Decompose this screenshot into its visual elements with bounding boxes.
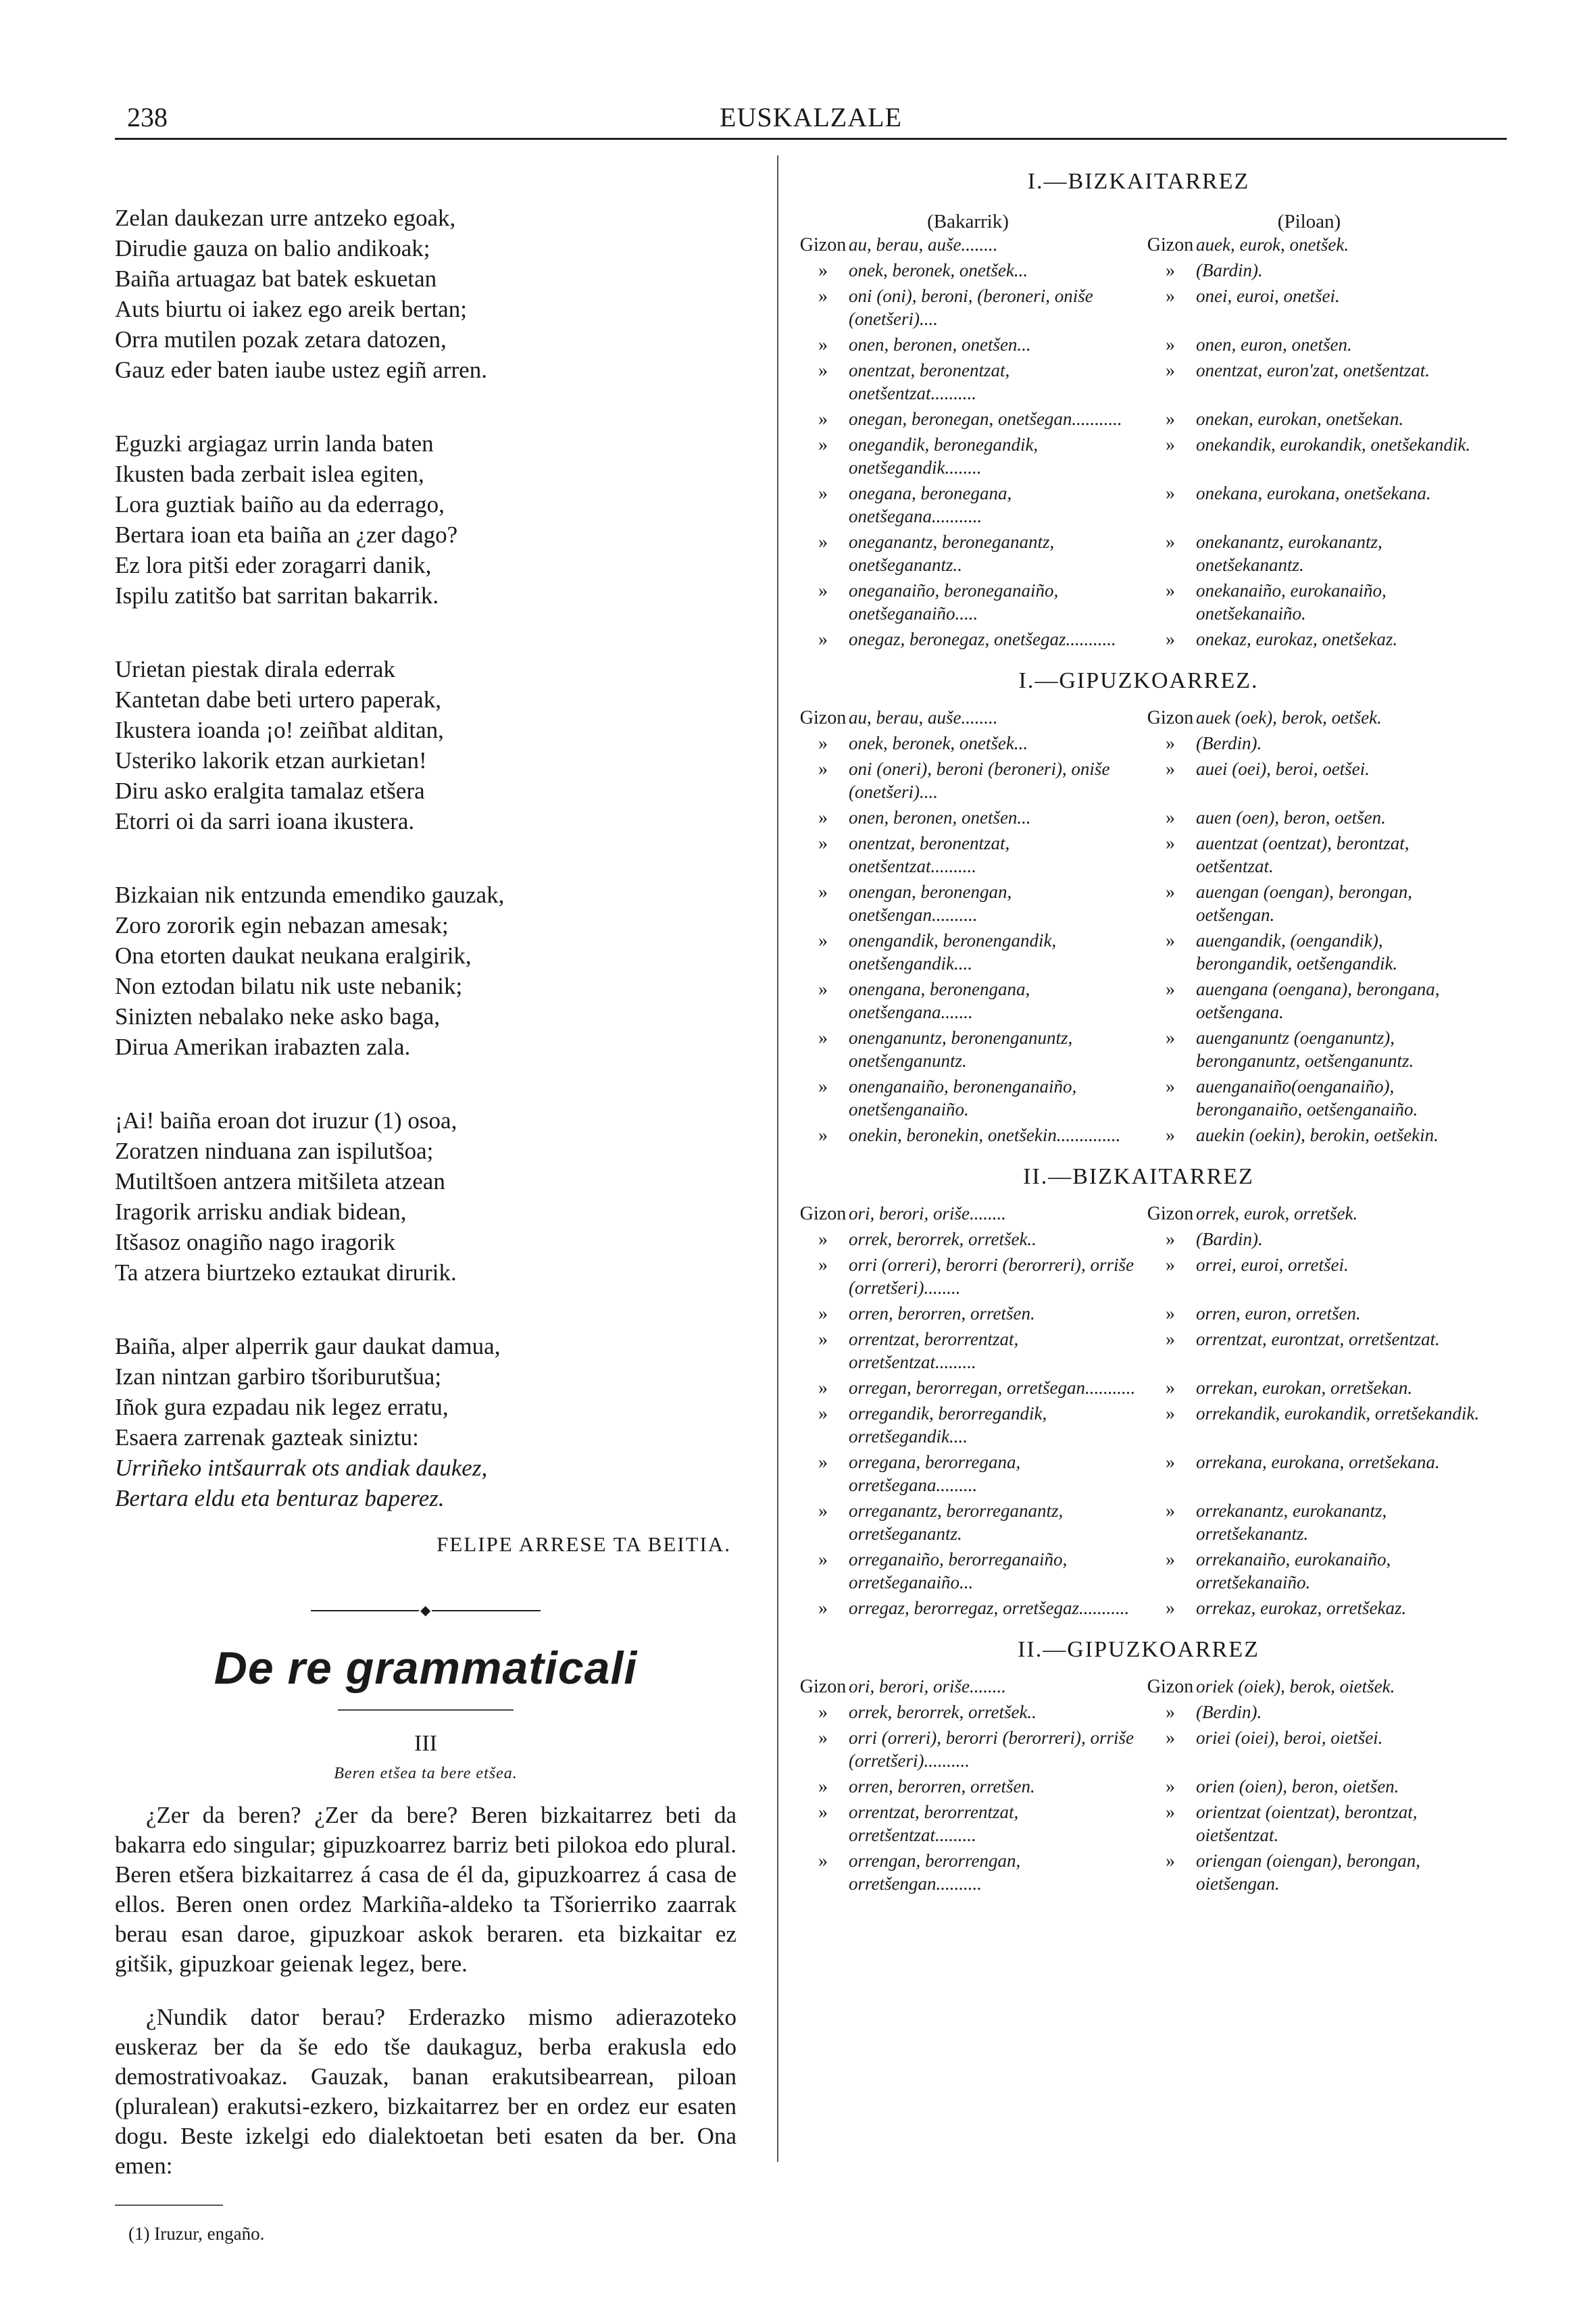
- poem-line: Dirudie gauza on balio andikoak;: [115, 235, 430, 261]
- title-rule: [338, 1709, 514, 1711]
- plural-forms: orrekanaiño, eurokanaiño, orretšekanaiño.: [1196, 1549, 1391, 1592]
- row-label-singular: »: [818, 483, 828, 504]
- row-label-plural: »: [1166, 1452, 1175, 1473]
- paradigm-row: [797, 259, 1487, 284]
- paradigm-row: [797, 1596, 1487, 1622]
- singular-forms: onegana, beronegana, onetšegana...........: [849, 483, 1012, 526]
- poem-line: Orra mutilen pozak zetara datozen,: [115, 326, 447, 353]
- poem-line: Bizkaian nik entzunda emendiko gauzak,: [115, 882, 505, 908]
- plural-forms: onei, euroi, onetšei.: [1196, 286, 1340, 306]
- paradigm-row: [797, 1675, 1487, 1701]
- singular-forms: orrek, berorrek, orretšek..: [849, 1229, 1037, 1249]
- singular-forms: oni (oni), beroni, (beroneri, oniše (onetšeri)....: [849, 286, 1093, 329]
- row-label-plural: »: [1166, 1303, 1175, 1324]
- paradigm-row: [797, 1253, 1487, 1302]
- singular-forms: onegaz, beronegaz, onetšegaz...........: [849, 629, 1116, 649]
- row-label-singular: »: [818, 833, 828, 854]
- plural-forms: auenganaiño(oenganaiño), beronganaiño, oetšenganaiño.: [1196, 1076, 1418, 1120]
- row-label-singular: »: [818, 1403, 828, 1424]
- poem-line: Baiña, alper alperrik gaur daukat damua,: [115, 1333, 501, 1359]
- row-label-singular: Gizon: [799, 234, 847, 255]
- paradigm-row: [797, 284, 1487, 333]
- paradigm-row: [797, 1402, 1487, 1451]
- singular-forms: onengan, beronengan, onetšengan..........: [849, 882, 1012, 925]
- poem-line: Ta atzera biurtzeko eztaukat dirurik.: [115, 1259, 457, 1286]
- singular-forms: orregandik, berorregandik, orretšegandik....: [849, 1403, 1047, 1447]
- singular-forms: onen, beronen, onetšen...: [849, 807, 1031, 828]
- singular-forms: onentzat, beronentzat, onetšentzat..........: [849, 360, 1010, 403]
- row-label-singular: »: [818, 1598, 828, 1619]
- poem-italic-line: Bertara eldu eta benturaz baperez.: [115, 1485, 445, 1511]
- singular-forms: onengandik, beronengandik, onetšengandik....: [849, 930, 1057, 974]
- singular-forms: oni (oneri), beroni (beroneri), oniše (onetšeri)....: [849, 759, 1110, 802]
- plural-forms: auenganuntz (oenganuntz), beronganuntz, oetšenganuntz.: [1196, 1028, 1414, 1071]
- poem-stanza: [115, 880, 737, 1062]
- paradigm-row: [797, 1075, 1487, 1124]
- paradigm-row: [797, 359, 1487, 407]
- row-label-singular: Gizon: [799, 707, 847, 728]
- row-label-plural: »: [1166, 1229, 1175, 1250]
- row-label-singular: »: [818, 1329, 828, 1350]
- row-label-plural: »: [1166, 1076, 1175, 1097]
- paradigm-heading: II.—BIZKAITARREZ: [1023, 1164, 1254, 1189]
- singular-forms: onegandik, beronegandik, onetšegandik........: [849, 434, 1039, 478]
- singular-forms: orrek, berorrek, orretšek..: [849, 1702, 1037, 1722]
- paradigm-row: [797, 757, 1487, 806]
- paradigm-row: [797, 1849, 1487, 1898]
- row-label-plural: »: [1166, 733, 1175, 754]
- row-label-singular: »: [818, 1125, 828, 1146]
- row-label-singular: »: [818, 1303, 828, 1324]
- poem-line: Auts biurtu oi iakez ego areik bertan;: [115, 296, 467, 322]
- singular-forms: ori, berori, oriše........: [849, 1203, 1007, 1224]
- paradigm-row: [797, 1026, 1487, 1075]
- poem-line: Urietan piestak dirala ederrak: [115, 656, 395, 682]
- poem-line: Izan nintzan garbiro tšoriburutšua;: [115, 1363, 442, 1390]
- singular-forms: onengana, beronengana, onetšengana.......: [849, 979, 1030, 1022]
- row-label-singular: »: [818, 930, 828, 951]
- paradigm-row: [797, 1801, 1487, 1849]
- row-label-plural: »: [1166, 483, 1175, 504]
- poem-line: Zelan daukezan urre antzeko egoak,: [115, 205, 456, 231]
- poem-line: Mutiltšoen antzera mitšileta atzean: [115, 1168, 445, 1194]
- row-label-singular: »: [818, 807, 828, 828]
- footnote: (1) Iruzur, engaño.: [128, 2223, 265, 2244]
- poem: [115, 203, 737, 1453]
- singular-forms: ori, berori, oriše........: [849, 1676, 1007, 1696]
- plural-forms: orientzat (oientzat), berontzat, oietšentzat.: [1196, 1802, 1418, 1845]
- paradigm-table: [797, 706, 1487, 1149]
- plural-forms: auekin (oekin), berokin, oetšekin.: [1196, 1125, 1439, 1145]
- row-label-singular: »: [818, 409, 828, 430]
- paradigm-row: [797, 1451, 1487, 1499]
- singular-forms: orreganaiño, berorreganaiño, orretšeganaiño...: [849, 1549, 1068, 1592]
- section-number: III: [414, 1731, 437, 1756]
- paradigm-row: [797, 732, 1487, 757]
- plural-forms: onekaz, eurokaz, onetšekaz.: [1196, 629, 1398, 649]
- poem-line: Eguzki argiagaz urrin landa baten: [115, 430, 434, 457]
- paradigm-table: [797, 1202, 1487, 1622]
- article-title: De re grammaticali: [214, 1642, 638, 1694]
- singular-forms: orrentzat, berorrentzat, orretšentzat.........: [849, 1329, 1019, 1372]
- row-label-plural: »: [1166, 629, 1175, 650]
- poem-line: Ikusten bada zerbait islea egiten,: [115, 461, 424, 487]
- row-label-singular: Gizon: [799, 1203, 847, 1224]
- singular-heading: (Bakarrik): [927, 211, 1009, 232]
- poem-line: Non eztodan bilatu nik uste nebanik;: [115, 973, 463, 999]
- row-label-singular: »: [818, 580, 828, 601]
- row-label-singular: »: [818, 1702, 828, 1723]
- plural-forms: (Berdin).: [1196, 1702, 1262, 1722]
- plural-forms: auentzat (oentzat), berontzat, oetšentzat.: [1196, 833, 1410, 876]
- plural-forms: auek, eurok, onetšek.: [1196, 234, 1349, 255]
- article-paragraph: ¿Zer da beren? ¿Zer da bere? Beren bizkaitarrez beti da bakarra edo singular; gipuzkoarrez barriz beti pilokoa edo plural. Beren etšera bizkaitarrez á casa de él da, gipuzkoarrez á casa de ellos. Beren onen ordez Markiña-aldeko ta Tšorierriko zaarrak berau esan daroe, gipuzkoar askok beraren. eta bizkaitar ez gitšik, gipuzkoar geienak legez, bere.: [115, 1802, 737, 1977]
- plural-forms: auen (oen), beron, oetšen.: [1196, 807, 1386, 828]
- row-label-plural: »: [1166, 1329, 1175, 1350]
- left-column: [115, 203, 737, 2244]
- plural-forms: auei (oei), beroi, oetšei.: [1196, 759, 1370, 779]
- plural-forms: orrek, eurok, orretšek.: [1196, 1203, 1358, 1224]
- plural-forms: onentzat, euron'zat, onetšentzat.: [1196, 360, 1430, 380]
- poem-line: Zoro zororik egin nebazan amesak;: [115, 912, 449, 938]
- column-headings: [797, 211, 1480, 233]
- poem-line: Lora guztiak baiño au da ederrago,: [115, 491, 445, 518]
- paradigm-row: [797, 579, 1487, 628]
- poem-line: Gauz eder baten iaube ustez egiñ arren.: [115, 357, 487, 383]
- row-label-plural: »: [1166, 1255, 1175, 1276]
- row-label-plural: »: [1166, 1125, 1175, 1146]
- row-label-plural: Gizon: [1147, 707, 1194, 728]
- poem-line: Ez lora pitši eder zoragarri danik,: [115, 552, 432, 578]
- poem-line: ¡Ai! baiña eroan dot iruzur (1) osoa,: [115, 1107, 457, 1134]
- singular-forms: orren, berorren, orretšen.: [849, 1303, 1035, 1324]
- singular-forms: au, berau, auše........: [849, 707, 998, 728]
- singular-forms: orregan, berorregan, orretšegan...........: [849, 1378, 1136, 1398]
- row-label-singular: »: [818, 532, 828, 553]
- poem-line: Ikustera ioanda ¡o! zeiñbat alditan,: [115, 717, 444, 743]
- singular-forms: onek, beronek, onetšek...: [849, 260, 1028, 280]
- row-label-singular: »: [818, 1776, 828, 1797]
- row-label-singular: »: [818, 1452, 828, 1473]
- singular-forms: orrentzat, berorrentzat, orretšentzat.........: [849, 1802, 1019, 1845]
- paradigm-row: [797, 978, 1487, 1026]
- poem-line: Baiña artuagaz bat batek eskuetan: [115, 266, 437, 292]
- section-ornament: ◆: [311, 1604, 541, 1617]
- poem-line: Dirua Amerikan irabazten zala.: [115, 1034, 411, 1060]
- singular-forms: onen, beronen, onetšen...: [849, 334, 1031, 355]
- singular-forms: orregana, berorregana, orretšegana.........: [849, 1452, 1021, 1495]
- row-label-plural: »: [1166, 1702, 1175, 1723]
- poem-line: Iragorik arrisku andiak bidean,: [115, 1199, 407, 1225]
- row-label-plural: »: [1166, 1728, 1175, 1749]
- paradigm-row: [797, 482, 1487, 530]
- row-label-plural: »: [1166, 1028, 1175, 1049]
- row-label-singular: »: [818, 1728, 828, 1749]
- paradigm-row: [797, 880, 1487, 929]
- row-label-plural: »: [1166, 260, 1175, 281]
- paradigm-row: [797, 929, 1487, 978]
- paradigm-row: [797, 1499, 1487, 1548]
- row-label-plural: »: [1166, 1501, 1175, 1521]
- row-label-singular: »: [818, 1255, 828, 1276]
- poem-stanza: [115, 428, 737, 611]
- poem-line: Zoratzen ninduana zan ispilutšoa;: [115, 1138, 434, 1164]
- plural-forms: oriei (oiei), beroi, oietšei.: [1196, 1728, 1383, 1748]
- row-label-singular: »: [818, 1076, 828, 1097]
- paradigm-row: [797, 706, 1487, 732]
- row-label-singular: »: [818, 260, 828, 281]
- row-label-singular: »: [818, 1229, 828, 1250]
- row-label-plural: »: [1166, 930, 1175, 951]
- article-paragraph: ¿Nundik dator berau? Erderazko mismo adierazoteko euskeraz ber da še edo tše daukaguz, berba erakusla edo demostrativoakaz. Gauzak, banan erakutsibearrean, piloan (pluralean) erakutsi-ezkero, bizkaitarrez ber en ordez eur esaten dogu. Beste izkelgi edo dialektoetan beti esaten da ber. Ona emen:: [115, 2004, 737, 2179]
- row-label-plural: »: [1166, 532, 1175, 553]
- row-label-plural: »: [1166, 1378, 1175, 1399]
- footnote-rule: [115, 2205, 223, 2206]
- paradigm-row: [797, 1124, 1487, 1149]
- poem-line: Iñok gura ezpadau nik legez erratu,: [115, 1394, 449, 1420]
- singular-forms: orrengan, berorrengan, orretšengan..........: [849, 1851, 1021, 1894]
- page-header: [115, 101, 1507, 139]
- row-label-plural: »: [1166, 1851, 1175, 1871]
- poem-stanza: [115, 1331, 737, 1453]
- singular-forms: orreganantz, berorreganantz, orretšeganantz.: [849, 1501, 1064, 1544]
- singular-forms: onenganaiño, beronenganaiño, onetšenganaiño.: [849, 1076, 1077, 1120]
- poem-line: Etorri oi da sarri ioana ikustera.: [115, 808, 415, 834]
- paradigm-row: [797, 433, 1487, 482]
- singular-forms: orren, berorren, orretšen.: [849, 1776, 1035, 1796]
- row-label-plural: Gizon: [1147, 1676, 1194, 1697]
- paradigm-tables: [797, 169, 1480, 1898]
- plural-forms: auengana (oengana), berongana, oetšengana.: [1196, 979, 1440, 1022]
- article-subtitle: Beren etšea ta bere etšea.: [334, 1765, 518, 1782]
- row-label-plural: »: [1166, 1598, 1175, 1619]
- singular-forms: onentzat, beronentzat, onetšentzat..........: [849, 833, 1010, 876]
- row-label-singular: »: [818, 334, 828, 355]
- paradigm-row: [797, 1328, 1487, 1376]
- paradigm-row: [797, 233, 1487, 259]
- poem-line: Diru asko eralgita tamalaz etšera: [115, 778, 425, 804]
- header-rule: [115, 138, 1507, 140]
- plural-forms: (Berdin).: [1196, 733, 1262, 753]
- running-title: EUSKALZALE: [720, 102, 902, 132]
- row-label-plural: Gizon: [1147, 234, 1194, 255]
- row-label-singular: »: [818, 1378, 828, 1399]
- row-label-plural: »: [1166, 979, 1175, 1000]
- paradigm-row: [797, 1202, 1487, 1228]
- plural-forms: onekandik, eurokandik, onetšekandik.: [1196, 434, 1471, 455]
- poem-line: Ispilu zatitšo bat sarritan bakarrik.: [115, 582, 439, 609]
- paradigm-row: [797, 1302, 1487, 1328]
- plural-forms: orrentzat, eurontzat, orretšentzat.: [1196, 1329, 1440, 1349]
- row-label-singular: »: [818, 286, 828, 307]
- paradigm-row: [797, 1726, 1487, 1775]
- plural-forms: orrekandik, eurokandik, orretšekandik.: [1196, 1403, 1480, 1424]
- page-number: 238: [127, 102, 168, 132]
- row-label-singular: »: [818, 733, 828, 754]
- plural-forms: onen, euron, onetšen.: [1196, 334, 1352, 355]
- row-label-plural: »: [1166, 334, 1175, 355]
- row-label-plural: »: [1166, 833, 1175, 854]
- paradigm-row: [797, 407, 1487, 433]
- poem-line: Esaera zarrenak gazteak siniztu:: [115, 1424, 419, 1451]
- row-label-plural: »: [1166, 882, 1175, 903]
- plural-forms: onekanaiño, eurokanaiño, onetšekanaiño.: [1196, 580, 1387, 624]
- plural-forms: orien (oien), beron, oietšen.: [1196, 1776, 1399, 1796]
- poem-stanza: [115, 654, 737, 836]
- row-label-plural: »: [1166, 759, 1175, 780]
- singular-forms: onek, beronek, onetšek...: [849, 733, 1028, 753]
- poem-signature: FELIPE ARRESE TA BEITIA.: [437, 1532, 731, 1556]
- row-label-plural: »: [1166, 434, 1175, 455]
- singular-forms: orregaz, berorregaz, orretšegaz...........: [849, 1598, 1130, 1618]
- row-label-singular: »: [818, 979, 828, 1000]
- singular-forms: oneganantz, beroneganantz, onetšeganantz..: [849, 532, 1055, 575]
- singular-forms: onegan, beronegan, onetšegan...........: [849, 409, 1122, 429]
- paradigm-row: [797, 1775, 1487, 1801]
- plural-forms: onekana, eurokana, onetšekana.: [1196, 483, 1431, 503]
- plural-forms: onekanantz, eurokanantz, onetšekanantz.: [1196, 532, 1382, 575]
- paradigm-row: [797, 832, 1487, 880]
- plural-forms: auengandik, (oengandik), berongandik, oetšengandik.: [1196, 930, 1398, 974]
- row-label-plural: »: [1166, 1549, 1175, 1570]
- poem-line: Ona etorten daukat neukana eralgirik,: [115, 942, 472, 969]
- singular-forms: onekin, beronekin, onetšekin..............: [849, 1125, 1121, 1145]
- row-label-singular: »: [818, 882, 828, 903]
- paradigm-row: [797, 1376, 1487, 1402]
- singular-forms: orri (orreri), berorri (berorreri), orriše (orretšeri)........: [849, 1255, 1134, 1298]
- singular-forms: au, berau, auše........: [849, 234, 998, 255]
- plural-heading: (Piloan): [1277, 211, 1341, 232]
- row-label-plural: »: [1166, 807, 1175, 828]
- row-label-singular: »: [818, 360, 828, 381]
- row-label-singular: »: [818, 629, 828, 650]
- row-label-plural: »: [1166, 286, 1175, 307]
- singular-forms: oneganaiño, beroneganaiño, onetšeganaiño.....: [849, 580, 1059, 624]
- paradigm-row: [797, 1548, 1487, 1596]
- column-divider: [777, 155, 778, 2162]
- plural-forms: orrekan, eurokan, orretšekan.: [1196, 1378, 1413, 1398]
- row-label-singular: Gizon: [799, 1676, 847, 1697]
- row-label-plural: »: [1166, 1403, 1175, 1424]
- paradigm-row: [797, 530, 1487, 579]
- plural-forms: oriengan (oiengan), berongan, oietšengan.: [1196, 1851, 1420, 1894]
- row-label-singular: »: [818, 1501, 828, 1521]
- plural-forms: (Bardin).: [1196, 260, 1263, 280]
- poem-line: Sinizten nebalako neke asko baga,: [115, 1003, 441, 1030]
- singular-forms: orri (orreri), berorri (berorreri), orriše (orretšeri)..........: [849, 1728, 1134, 1771]
- paradigm-row: [797, 628, 1487, 653]
- poem-stanza: [115, 1105, 737, 1288]
- poem-line: Bertara ioan eta baiña an ¿zer dago?: [115, 522, 458, 548]
- singular-forms: onenganuntz, beronenganuntz, onetšenganuntz.: [849, 1028, 1073, 1071]
- plural-forms: orrei, euroi, orretšei.: [1196, 1255, 1349, 1275]
- row-label-singular: »: [818, 434, 828, 455]
- plural-forms: orren, euron, orretšen.: [1196, 1303, 1361, 1324]
- paradigm-table: [797, 1675, 1487, 1898]
- paradigm-row: [797, 806, 1487, 832]
- paradigm-heading: I.—GIPUZKOARREZ.: [1018, 668, 1259, 693]
- paradigm-table: [797, 233, 1487, 653]
- poem-line: Itšasoz onagiño nago iragorik: [115, 1229, 396, 1255]
- plural-forms: onekan, eurokan, onetšekan.: [1196, 409, 1404, 429]
- row-label-singular: »: [818, 1549, 828, 1570]
- row-label-plural: »: [1166, 360, 1175, 381]
- plural-forms: auek (oek), berok, oetšek.: [1196, 707, 1382, 728]
- row-label-plural: »: [1166, 580, 1175, 601]
- row-label-singular: »: [818, 1028, 828, 1049]
- row-label-plural: »: [1166, 409, 1175, 430]
- plural-forms: (Bardin).: [1196, 1229, 1263, 1249]
- paradigm-row: [797, 1701, 1487, 1726]
- poem-line: Kantetan dabe beti urtero paperak,: [115, 686, 441, 713]
- plural-forms: oriek (oiek), berok, oietšek.: [1196, 1676, 1395, 1696]
- poem-stanza: [115, 203, 737, 385]
- row-label-singular: »: [818, 759, 828, 780]
- plural-forms: orrekana, eurokana, orretšekana.: [1196, 1452, 1440, 1472]
- paradigm-heading: I.—BIZKAITARREZ: [1027, 169, 1250, 194]
- plural-forms: auengan (oengan), berongan, oetšengan.: [1196, 882, 1412, 925]
- paradigm-row: [797, 333, 1487, 359]
- poem-line: Usteriko lakorik etzan aurkietan!: [115, 747, 427, 774]
- poem-italic-line: Urriñeko intšaurrak ots andiak daukez,: [115, 1455, 488, 1481]
- row-label-singular: »: [818, 1851, 828, 1871]
- row-label-plural: »: [1166, 1802, 1175, 1823]
- row-label-plural: Gizon: [1147, 1203, 1194, 1224]
- plural-forms: orrekaz, eurokaz, orretšekaz.: [1196, 1598, 1407, 1618]
- paradigm-heading: II.—GIPUZKOARREZ: [1018, 1637, 1260, 1662]
- paradigm-row: [797, 1228, 1487, 1253]
- row-label-singular: »: [818, 1802, 828, 1823]
- plural-forms: orrekanantz, eurokanantz, orretšekanantz.: [1196, 1501, 1387, 1544]
- row-label-plural: »: [1166, 1776, 1175, 1797]
